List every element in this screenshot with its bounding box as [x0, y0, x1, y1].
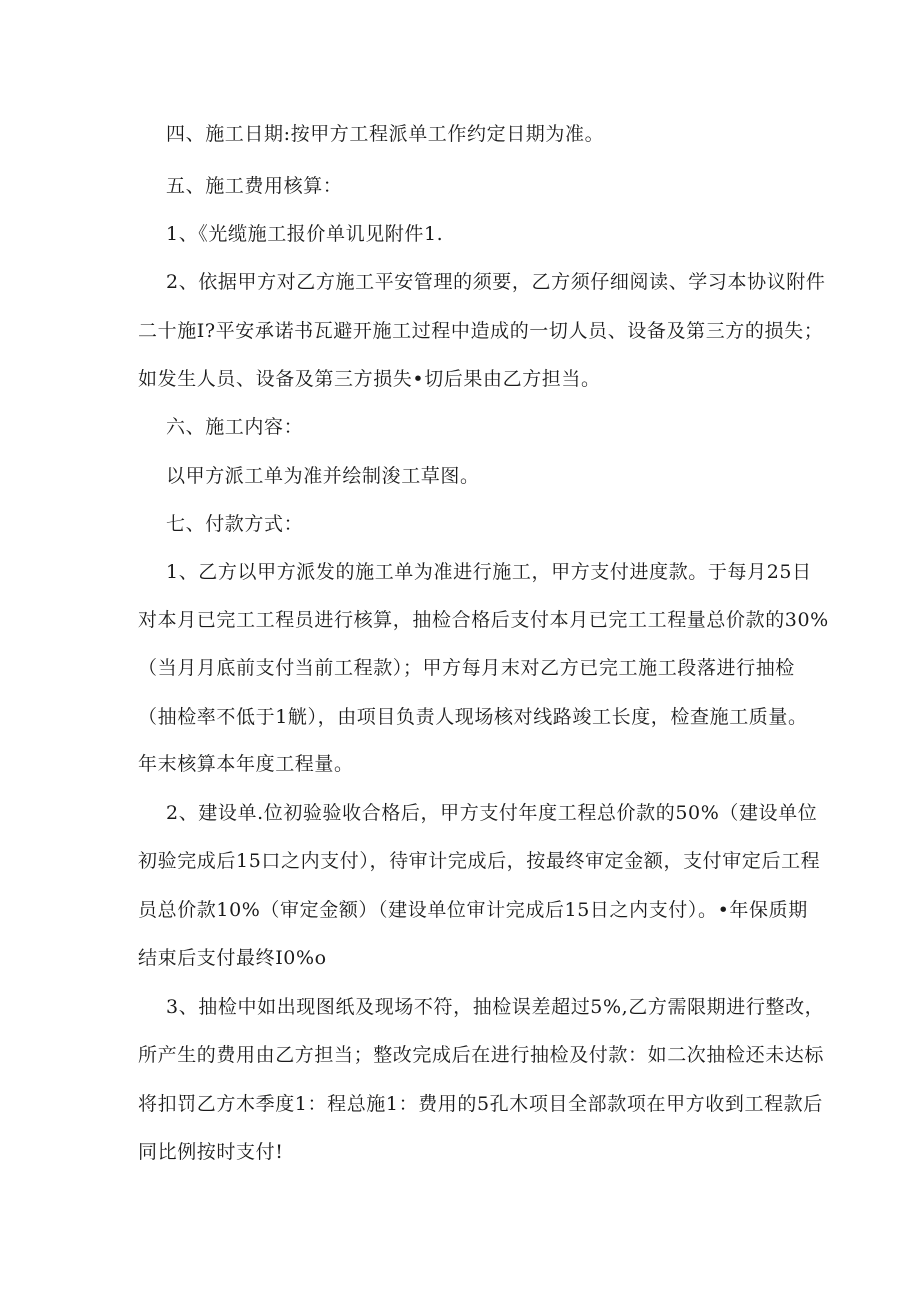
- section-7-item-1-line-3: （当月月底前支付当前工程款）；甲方每月末对乙方已完工施工段落进行抽检: [138, 657, 795, 679]
- section-5-item-2-line-2: 二十施I?平安承诺书瓦避开施工过程中造成的一切人员、设备及第三方的损失；: [138, 320, 824, 342]
- section-7-item-2-line-3: 员总价款10%（审定金额）（建设单位审计完成后15日之内支付）。•年保质期: [138, 899, 808, 921]
- section-6-heading: 六、施工内容：: [166, 416, 304, 438]
- section-7-item-3-line-2: 所产生的费用由乙方担当；整改完成后在进行抽检及付款：如二次抽检还未达标: [138, 1044, 825, 1066]
- section-5-heading: 五、施工费用核算：: [166, 175, 343, 197]
- section-7-item-1-line-4: （抽检率不低于1觥），由项目负责人现场核对线路竣工长度，检查施工质量。: [138, 706, 808, 728]
- section-7-item-1-line-5: 年末核算本年度工程量。: [138, 753, 354, 775]
- section-7-item-1-line-1: 1、乙方以甲方派发的施工单为准进行施工，甲方支付进度款。于每月25日: [166, 561, 812, 583]
- section-7-heading: 七、付款方式：: [166, 513, 304, 535]
- section-7-item-3-line-4: 同比例按时支付!: [138, 1141, 284, 1163]
- section-7-item-3-line-3: 将扣罚乙方木季度1：程总施1：费用的5孔木项目全部款项在甲方收到工程款后: [138, 1093, 823, 1115]
- section-7-item-3-line-1: 3、抽检中如出现图纸及现场不符，抽检误差超过5%,乙方需限期进行整改，: [166, 996, 825, 1018]
- section-5-item-2-line-3: 如发生人员、设备及第三方损失•切后果由乙方担当。: [138, 368, 601, 390]
- section-7-item-2-line-4: 结束后支付最终I0%o: [138, 947, 327, 969]
- section-5-item-2-line-1: 2、依据甲方对乙方施工平安管理的须要，乙方须仔细阅读、学习本协议附件: [166, 271, 826, 293]
- section-4-construction-date: 四、施工日期:按甲方工程派单工作约定日期为准。: [166, 123, 605, 145]
- section-7-item-1-line-2: 对本月已完工工程员进行核算，抽检合格后支付本月已完工工程量总价款的30%: [138, 609, 829, 631]
- section-6-content: 以甲方派工单为准并绘制浚工草图。: [166, 465, 480, 487]
- section-7-item-2-line-2: 初验完成后15口之内支付），待审计完成后，按最终审定金额，支付审定后工程: [138, 850, 821, 872]
- section-5-item-1: 1、《光缆施工报价单讥见附件1.: [166, 223, 444, 245]
- section-7-item-2-line-1: 2、建设单.位初验验收合格后，甲方支付年度工程总价款的50%（建设单位: [166, 802, 818, 824]
